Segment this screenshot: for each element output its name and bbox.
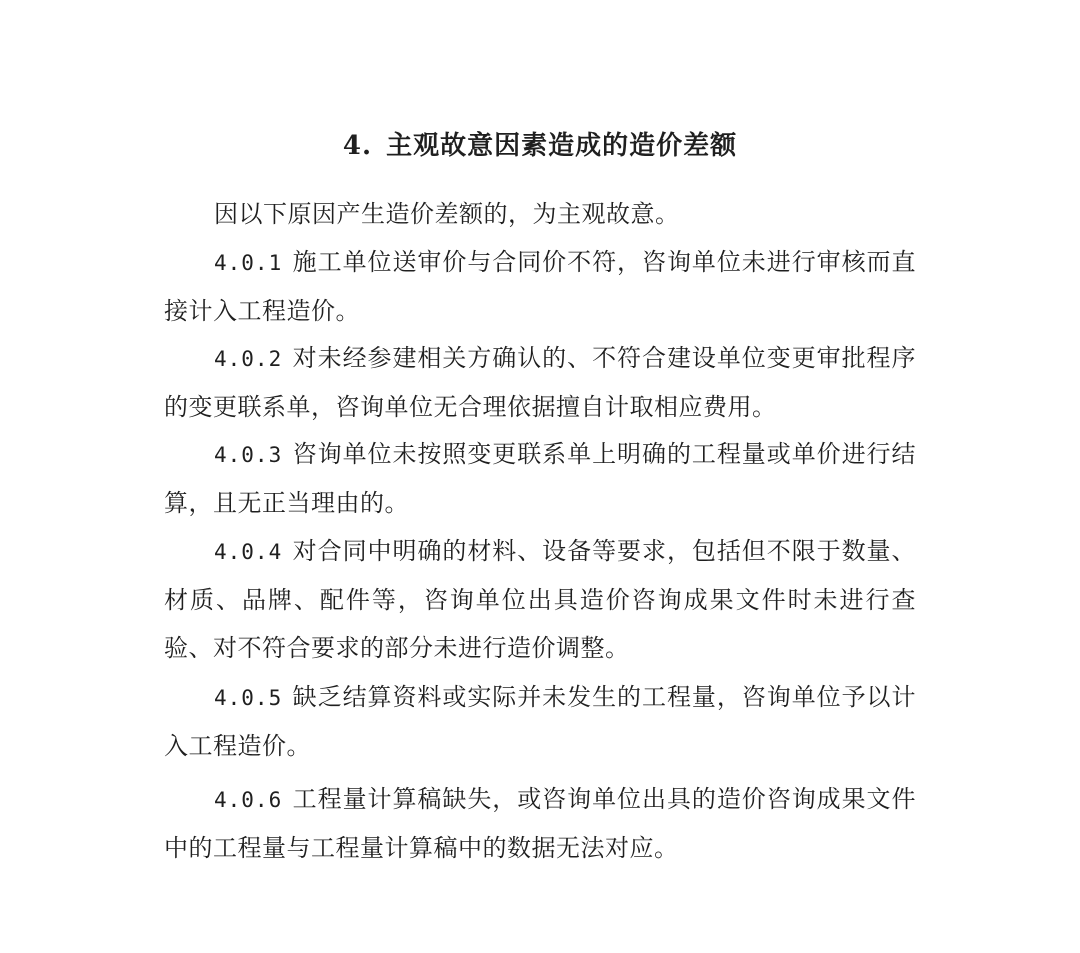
clause-number: 4.0.3 [214, 443, 283, 467]
clause-number: 4.0.1 [214, 251, 283, 275]
clause-text: 对合同中明确的材料、设备等要求，包括但不限于数量、材质、品牌、配件等，咨询单位出具造价咨询成果文件时未进行查验、对不符合要求的部分未进行造价调整。 [164, 537, 916, 662]
clause-text: 缺乏结算资料或实际并未发生的工程量，咨询单位予以计入工程造价。 [164, 683, 916, 760]
clause-4-0-3 [164, 430, 916, 527]
clause-text: 咨询单位未按照变更联系单上明确的工程量或单价进行结算，且无正当理由的。 [164, 440, 916, 517]
clause-number: 4.0.6 [214, 788, 283, 812]
clause-4-0-1 [164, 238, 916, 335]
clause-number: 4.0.4 [214, 540, 283, 564]
section-title [0, 126, 1080, 166]
clause-4-0-4 [164, 527, 916, 672]
section-title-text: 主观故意因素造成的造价差额 [386, 131, 738, 161]
clause-text: 施工单位送审价与合同价不符，咨询单位未进行审核而直接计入工程造价。 [164, 248, 916, 325]
clause-number: 4.0.5 [214, 686, 283, 710]
clause-4-0-2 [164, 334, 916, 431]
clause-number: 4.0.2 [214, 347, 283, 371]
clause-4-0-6 [164, 775, 916, 872]
clause-4-0-5 [164, 673, 916, 770]
clause-text: 工程量计算稿缺失，或咨询单位出具的造价咨询成果文件中的工程量与工程量计算稿中的数据无法对应。 [164, 785, 916, 862]
intro-paragraph [164, 190, 916, 238]
section-number: 4. [342, 131, 373, 161]
intro-text: 因以下原因产生造价差额的，为主观故意。 [214, 200, 680, 228]
clause-text: 对未经参建相关方确认的、不符合建设单位变更审批程序的变更联系单，咨询单位无合理依据擅自计取相应费用。 [164, 344, 916, 421]
